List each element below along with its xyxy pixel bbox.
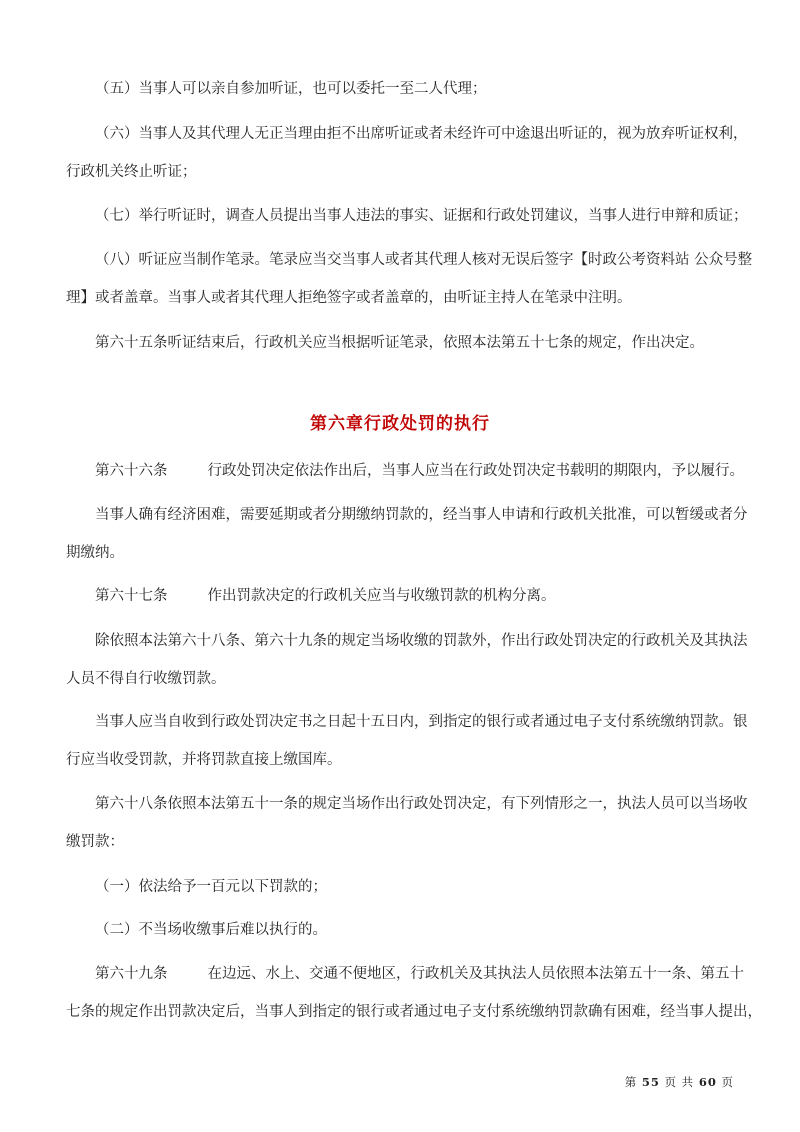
total-page-number: 60 — [698, 1075, 717, 1089]
paragraph-line: 当事人确有经济困难，需要延期或者分期缴纳罚款的，经当事人申请和行政机关批准，可以暂缓或者分 — [95, 507, 748, 523]
paragraph-line: 缴罚款： — [66, 834, 124, 850]
paragraph-line: （二）不当场收缴事后难以执行的。 — [95, 922, 327, 938]
article-66 — [66, 452, 744, 490]
article-number: 第六十九条 — [95, 966, 168, 982]
article-66-paragraph-2 — [66, 496, 748, 572]
article-text: 行政处罚决定依法作出后，当事人应当在行政处罚决定书载明的期限内，予以履行。 — [207, 463, 744, 479]
paragraph-line: 第六十五条听证结束后，行政机关应当根据听证笔录，依照本法第五十七条的规定，作出决定。 — [95, 335, 704, 351]
paragraph-line: 人员不得自行收缴罚款。 — [66, 671, 226, 687]
paragraph-line: 除依照本法第六十八条、第六十九条的规定当场收缴的罚款外，作出行政处罚决定的行政机关及其执法 — [95, 633, 748, 649]
article-text: 在边远、水上、交通不便地区，行政机关及其执法人员依照本法第五十一条、第五十 — [207, 966, 744, 982]
chapter-title: 第六章行政处罚的执行 — [310, 414, 490, 434]
paragraph-item-7 — [66, 197, 748, 235]
paragraph-item-5 — [66, 70, 736, 108]
paragraph-line: 七条的规定作出罚款决定后，当事人到指定的银行或者通过电子支付系统缴纳罚款确有困难，经当事人提出， — [66, 1004, 762, 1020]
paragraph-line: 行政机关终止听证； — [66, 164, 197, 180]
page-footer — [625, 1074, 734, 1090]
footer-middle: 页 共 — [664, 1075, 695, 1089]
paragraph-line: （一）依法给予一百元以下罚款的； — [95, 879, 327, 895]
article-67-paragraph-2 — [66, 622, 748, 698]
paragraph-line: 行应当收受罚款，并将罚款直接上缴国库。 — [66, 752, 342, 768]
footer-prefix: 第 — [624, 1075, 638, 1089]
article-number: 第六十六条 — [95, 463, 168, 479]
article-text: 作出罚款决定的行政机关应当与收缴罚款的机构分离。 — [207, 588, 556, 604]
paragraph-line: 理】或者盖章。当事人或者其代理人拒绝签字或者盖章的，由听证主持人在笔录中注明。 — [66, 290, 632, 306]
article-68 — [66, 785, 748, 861]
paragraph-line: 当事人应当自收到行政处罚决定书之日起十五日内，到指定的银行或者通过电子支付系统缴纳罚款。银 — [95, 714, 748, 730]
paragraph-line: （六）当事人及其代理人无正当理由拒不出席听证或者未经许可中途退出听证的，视为放弃听证权利， — [95, 126, 748, 142]
paragraph-item-8 — [66, 241, 753, 317]
paragraph-line: 第六十八条依照本法第五十一条的规定当场作出行政处罚决定，有下列情形之一，执法人员可以当场收 — [95, 796, 748, 812]
paragraph-line — [66, 577, 736, 615]
paragraph-line — [66, 452, 744, 490]
paragraph-line: （五）当事人可以亲自参加听证，也可以委托一至二人代理； — [95, 81, 487, 97]
paragraph-line: （八）听证应当制作笔录。笔录应当交当事人或者其代理人核对无误后签字【时政公考资料站 公众号整 — [95, 252, 753, 268]
paragraph-line: 期缴纳。 — [66, 545, 124, 561]
article-65 — [66, 324, 736, 362]
paragraph-item-2 — [66, 911, 736, 949]
footer-suffix: 页 — [721, 1075, 734, 1089]
article-67 — [66, 577, 736, 615]
paragraph-line: （七）举行听证时，调查人员提出当事人违法的事实、证据和行政处罚建议，当事人进行申辩和质证； — [95, 208, 748, 224]
article-number: 第六十七条 — [95, 588, 168, 604]
article-67-paragraph-3 — [66, 703, 748, 779]
paragraph-item-1 — [66, 868, 736, 906]
article-69 — [66, 955, 762, 1031]
paragraph-item-6 — [66, 115, 748, 191]
current-page-number: 55 — [641, 1075, 660, 1089]
paragraph-line — [66, 955, 744, 993]
